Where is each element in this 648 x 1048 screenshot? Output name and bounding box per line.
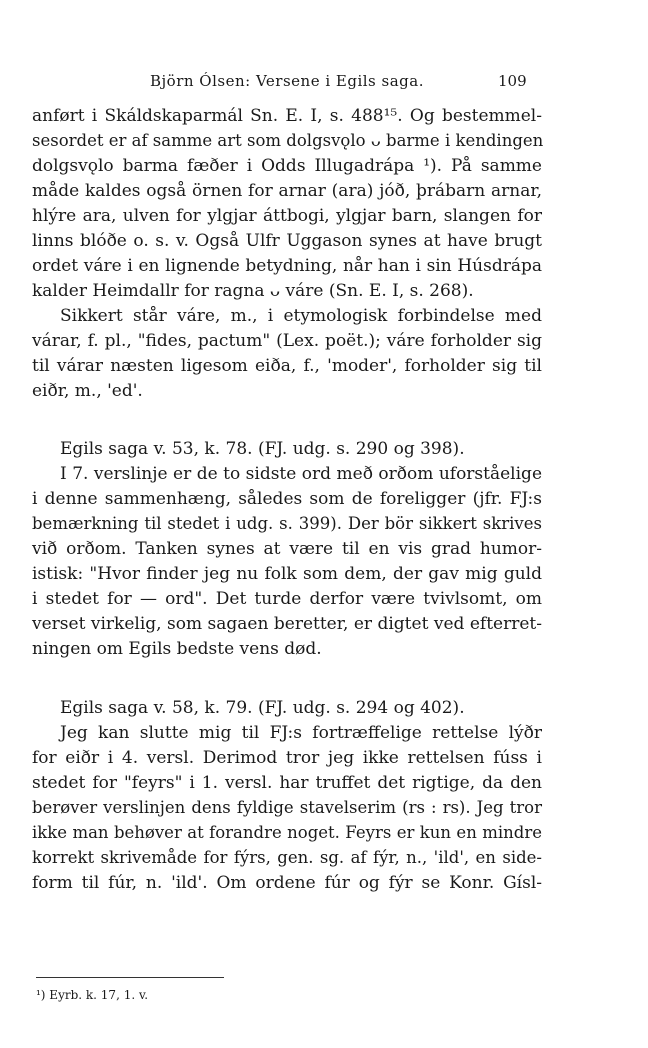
text-line: kalder Heimdallr for ragna ᴗ váre (Sn. E. I, s. 268). — [32, 281, 474, 301]
text-line: korrekt skrivemåde for fýrs, gen. sg. af fýr, n., 'ild', en side- — [32, 848, 542, 867]
page-header — [0, 70, 648, 94]
footnote: ¹) Eyrb. k. 17, 1. v. — [36, 988, 149, 1002]
text-line: anført i Skáldskaparmál Sn. E. I, s. 488¹⁵. Og bestemmel- — [32, 106, 542, 126]
text-line: eiðr, m., 'ed'. — [32, 381, 143, 401]
text-line: måde kaldes også örnen for arnar (ara) jóð, þrábarn arnar, — [32, 181, 542, 201]
text-line: til várar næsten ligesom eiða, f., 'moder', forholder sig til — [32, 356, 542, 376]
section-heading: Egils saga v. 58, k. 79. (FJ. udg. s. 294 og 402). — [60, 698, 465, 718]
text-line: bemærkning til stedet i udg. s. 399). Der bör sikkert skrives — [32, 514, 542, 533]
running-title: Björn Ólsen: Versene i Egils saga. — [150, 72, 424, 90]
text-line: berøver verslinjen dens fyldige stavelserim (rs : rs). Jeg tror — [32, 798, 542, 817]
text-line: for eiðr i 4. versl. Derimod tror jeg ikke rettelsen fúss i — [32, 748, 542, 768]
text-line: ordet váre i en lignende betydning, når han i sin Húsdrápa — [32, 256, 542, 276]
footnote-rule — [36, 977, 224, 978]
text-line: i stedet for — ord". Det turde derfor være tvivlsomt, om — [32, 589, 542, 609]
text-line: Jeg kan slutte mig til FJ:s fortræffelige rettelse lýðr — [60, 723, 542, 743]
text-line: I 7. verslinje er de to sidste ord með orðom uforståelige — [60, 464, 542, 484]
text-line: ningen om Egils bedste vens død. — [32, 639, 322, 659]
text-line: sesordet er af samme art som dolgsvǫlo ᴗ barme i kendingen — [32, 131, 544, 150]
text-line: ikke man behøver at forandre noget. Feyrs er kun en mindre — [32, 823, 542, 842]
text-line: Sikkert står váre, m., i etymologisk forbindelse med — [60, 306, 542, 326]
text-line: linns blóðe o. s. v. Også Ulfr Uggason synes at have brugt — [32, 231, 542, 251]
text-line: hlýre ara, ulven for ylgjar áttbogi, ylgjar barn, slangen for — [32, 206, 542, 226]
text-line: i denne sammenhæng, således som de foreligger (jfr. FJ:s — [32, 489, 542, 509]
text-line: istisk: "Hvor finder jeg nu folk som dem, der gav mig guld — [32, 564, 542, 584]
text-line: form til fúr, n. 'ild'. Om ordene fúr og fýr se Konr. Gísl- — [32, 873, 542, 893]
page-number: 109 — [498, 72, 527, 90]
text-line: várar, f. pl., "fides, pactum" (Lex. poët.); váre forholder sig — [32, 331, 542, 351]
text-line: við orðom. Tanken synes at være til en vis grad humor- — [32, 539, 542, 559]
section-heading: Egils saga v. 53, k. 78. (FJ. udg. s. 290 og 398). — [60, 439, 465, 459]
text-line: stedet for "feyrs" i 1. versl. har truffet det rigtige, da den — [32, 773, 542, 793]
text-line: dolgsvǫlo barma fæðer i Odds Illugadrápa ¹). På samme — [32, 156, 542, 176]
text-line: verset virkelig, som sagaen beretter, er digtet ved efterret- — [32, 614, 542, 634]
